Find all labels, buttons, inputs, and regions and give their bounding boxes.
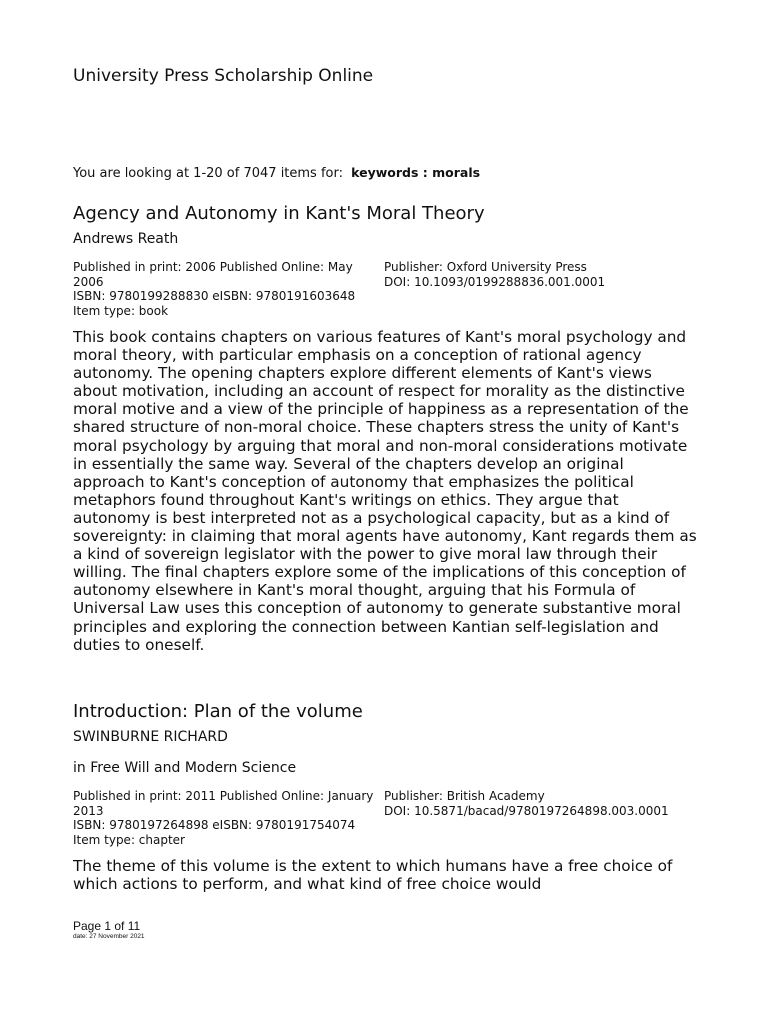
- page-footer: [73, 919, 145, 941]
- publication-dates: Published in print: 2006 Published Online: May 2006: [73, 260, 353, 289]
- publication-dates: Published in print: 2011 Published Online: January 2013: [73, 789, 374, 818]
- result-entry: [73, 701, 698, 893]
- print-date: date: 27 November 2021: [73, 933, 145, 940]
- isbn: ISBN: 9780197264898 eISBN: 9780191754074: [73, 818, 356, 832]
- entry-abstract: The theme of this volume is the extent to which humans have a free choice of which actions to perform, and what kind of free choice would: [73, 857, 673, 894]
- doi[interactable]: DOI: 10.1093/0199288836.001.0001: [384, 274, 606, 289]
- results-summary: [73, 165, 480, 181]
- entry-abstract: This book contains chapters on various features of Kant's moral psychology and moral theory, with particular emphasis on a conception of rational agency autonomy. The opening chapters explore different elements of Kant's views about motivation, including an account of respect for morality as the distinctive moral motive and a view of the principle of happiness as a representation of the shared structure of non-moral choice. These chapters stress the unity of Kant's moral psychology by arguing that moral and non-moral considerations motivate in essentially the same way. Several of the chapters develop an original approach to Kant's conception of autonomy that emphasizes the political metaphors found throughout Kant's writings on ethics. They argue that autonomy is best interpreted not as a psychological capacity, but as a kind of sovereignty: in claiming that moral agents have autonomy, Kant regards them as a kind of sovereign legislator with the power to give moral law through their willing. The final chapters explore some of the implications of this conception of autonomy elsewhere in Kant's moral thought, arguing that his Formula of Universal Law uses this conception of autonomy to generate substantive moral principles and exploring the connection between Kantian self-legislation and duties to oneself.: [73, 328, 697, 654]
- publisher-info: [384, 789, 704, 818]
- entry-metadata: [73, 260, 698, 318]
- publisher: Publisher: British Academy: [384, 789, 545, 803]
- doi[interactable]: DOI: 10.5871/bacad/9780197264898.003.0001: [384, 803, 669, 818]
- isbn: ISBN: 9780199288830 eISBN: 9780191603648: [73, 289, 356, 303]
- entry-title[interactable]: Agency and Autonomy in Kant's Moral Theory: [73, 203, 485, 224]
- results-count-text: You are looking at 1-20 of 7047 items for:: [73, 166, 343, 181]
- result-entry: [73, 203, 698, 654]
- entry-author: SWINBURNE RICHARD: [73, 729, 228, 745]
- publisher: Publisher: Oxford University Press: [384, 260, 587, 274]
- entry-author: Andrews Reath: [73, 231, 179, 247]
- entry-metadata: [73, 789, 698, 847]
- item-type: Item type: book: [73, 303, 169, 318]
- item-type: Item type: chapter: [73, 832, 185, 847]
- publisher-info: [384, 260, 704, 289]
- search-keywords: keywords : morals: [351, 165, 481, 180]
- site-title: University Press Scholarship Online: [73, 66, 374, 86]
- entry-source-book: in Free Will and Modern Science: [73, 760, 297, 776]
- page-number: Page 1 of 11: [73, 919, 141, 933]
- entry-title[interactable]: Introduction: Plan of the volume: [73, 701, 363, 722]
